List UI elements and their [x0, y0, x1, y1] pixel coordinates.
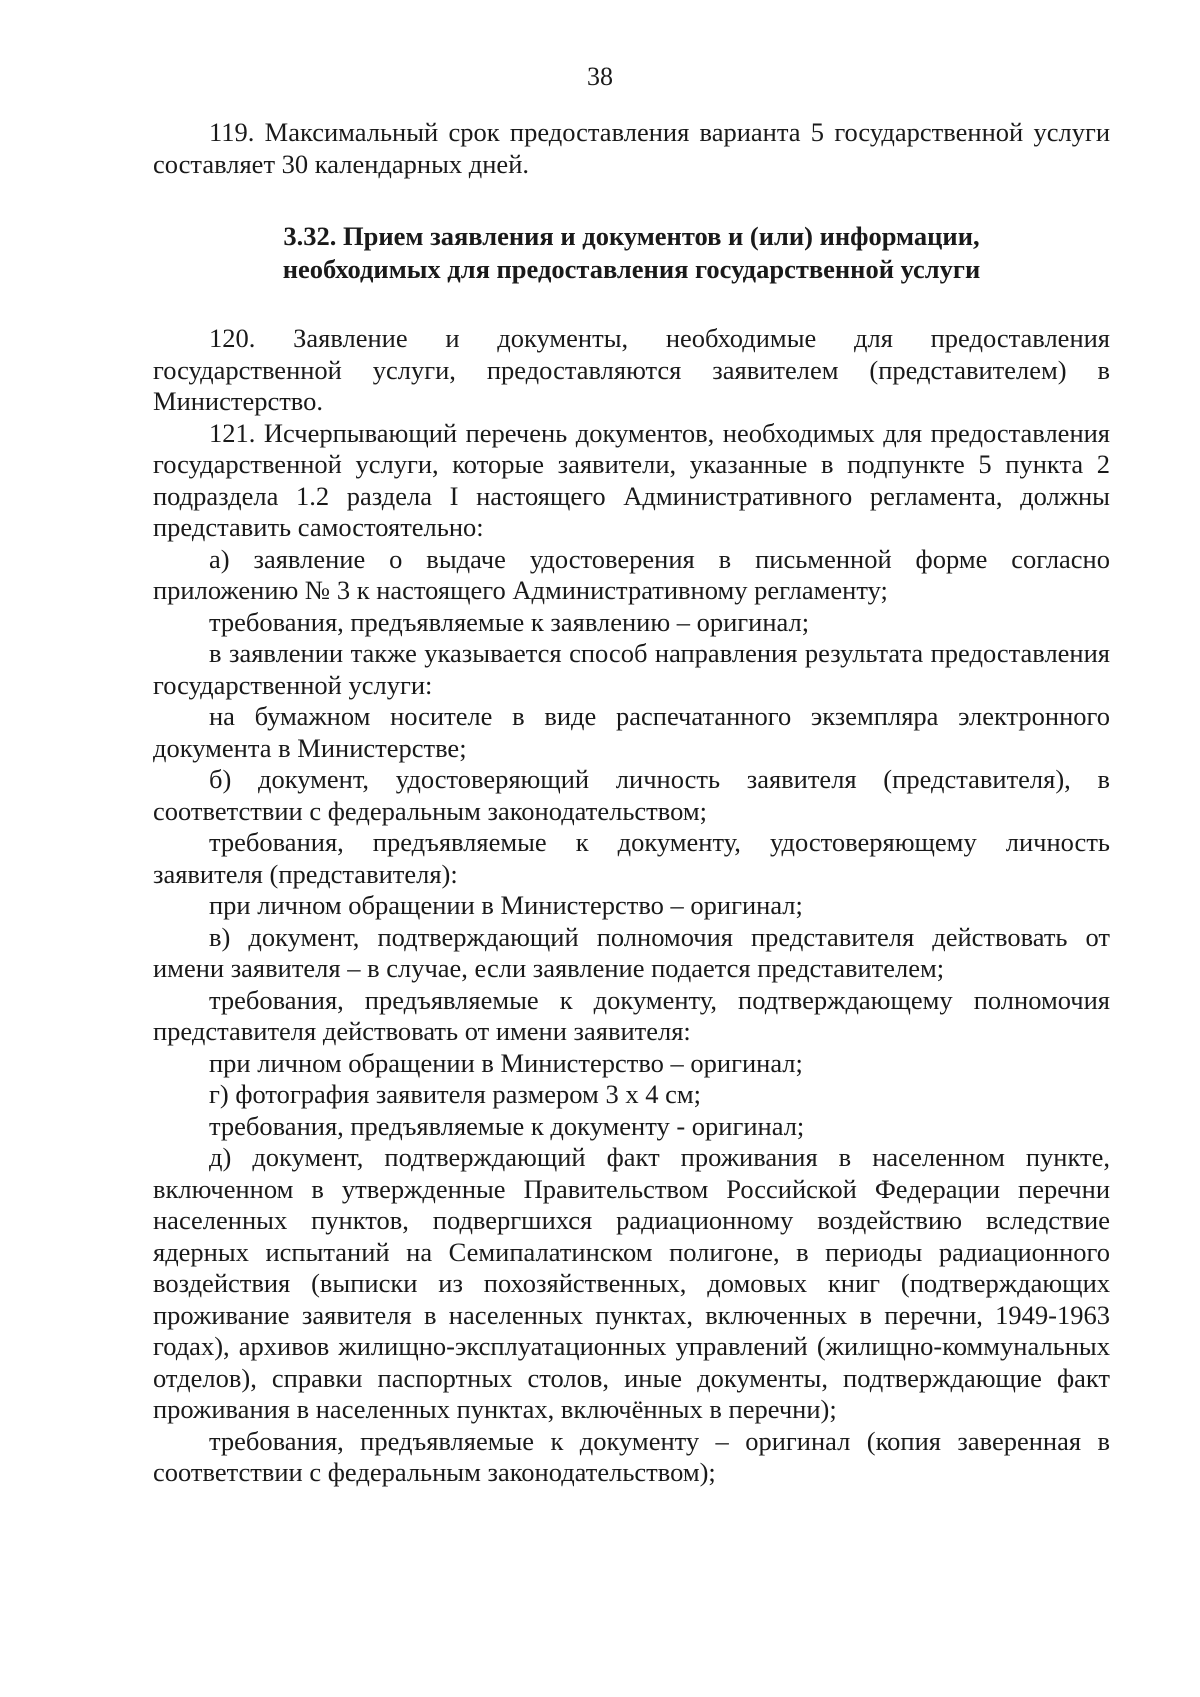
item-b-in-person: при личном обращении в Министерство – оригинал; — [209, 890, 803, 920]
paragraph-120: 120. Заявление и документы, необходимые для предоставления государственной услуги, предоставляются заявителем (представителем) в Министерство. — [153, 323, 1110, 416]
item-a-paper-medium: на бумажном носителе в виде распечатанного экземпляра электронного документа в Министерстве; — [153, 701, 1110, 763]
item-d-requirements: требования, предъявляемые к документу – оригинал (копия заверенная в соответствии с федеральным законодательством); — [153, 1425, 1110, 1487]
section-heading-line-1: 3.32. Прием заявления и документов и (или) информации, — [283, 221, 980, 251]
item-b-requirements: требования, предъявляемые к документу, удостоверяющему личность заявителя (представителя): — [153, 827, 1110, 889]
item-v-in-person: при личном обращении в Министерство – оригинал; — [209, 1047, 803, 1078]
item-v-authority-document: в) документ, подтверждающий полномочия представителя действовать от имени заявителя – в случае, если заявление подается представителем; — [153, 921, 1110, 983]
item-g-photo: г) фотография заявителя размером 3 x 4 см; — [209, 1079, 701, 1109]
section-heading-line-2: необходимых для предоставления государственной услуги — [282, 254, 981, 284]
item-b-identity-document: б) документ, удостоверяющий личность заявителя (представителя), в соответствии с федеральным законодательством; — [153, 764, 1110, 826]
item-v-requirements: требования, предъявляемые к документу, подтверждающему полномочия представителя действовать от имени заявителя: — [153, 984, 1110, 1046]
item-a-delivery-method: в заявлении также указывается способ направления результата предоставления государственной услуги: — [153, 638, 1110, 700]
paragraph-121: 121. Исчерпывающий перечень документов, необходимых для предоставления государственной услуги, которые заявители, указанные в подпункте 5 пункта 2 подраздела 1.2 раздела I настоящего Административного регламента, должны представить самостоятельно: — [153, 417, 1110, 542]
section-heading — [153, 220, 1110, 286]
item-d-residence-document: д) документ, подтверждающий факт проживания в населенном пункте, включенном в утвержденные Правительством Российской Федерации перечни населенных пунктов, подвергшихся радиационному воздействию вследствие ядерных испытаний на Семипалатинском полигоне, в периоды радиационного воздействия (выписки из похозяйственных, домовых книг (подтверждающих проживание заявителя в населенных пунктах, включенных в перечни, 1949-1963 годах), архивов жилищно-эксплуатационных управлений (жилищно-коммунальных отделов), справки паспортных столов, иные документы, подтверждающие факт проживания в населенных пунктах, включённых в перечни); — [153, 1142, 1110, 1424]
item-a-requirements: требования, предъявляемые к заявлению – оригинал; — [209, 606, 810, 637]
paragraph-119: 119. Максимальный срок предоставления варианта 5 государственной услуги составляет 30 календарных дней. — [153, 117, 1110, 179]
item-a-application: а) заявление о выдаче удостоверения в письменной форме согласно приложению № 3 к настоящего Административному регламенту; — [153, 543, 1110, 605]
item-g-requirements: требования, предъявляемые к документу - оригинал; — [209, 1110, 805, 1141]
page-number: 38 — [587, 62, 613, 91]
document-body — [153, 117, 1110, 1489]
